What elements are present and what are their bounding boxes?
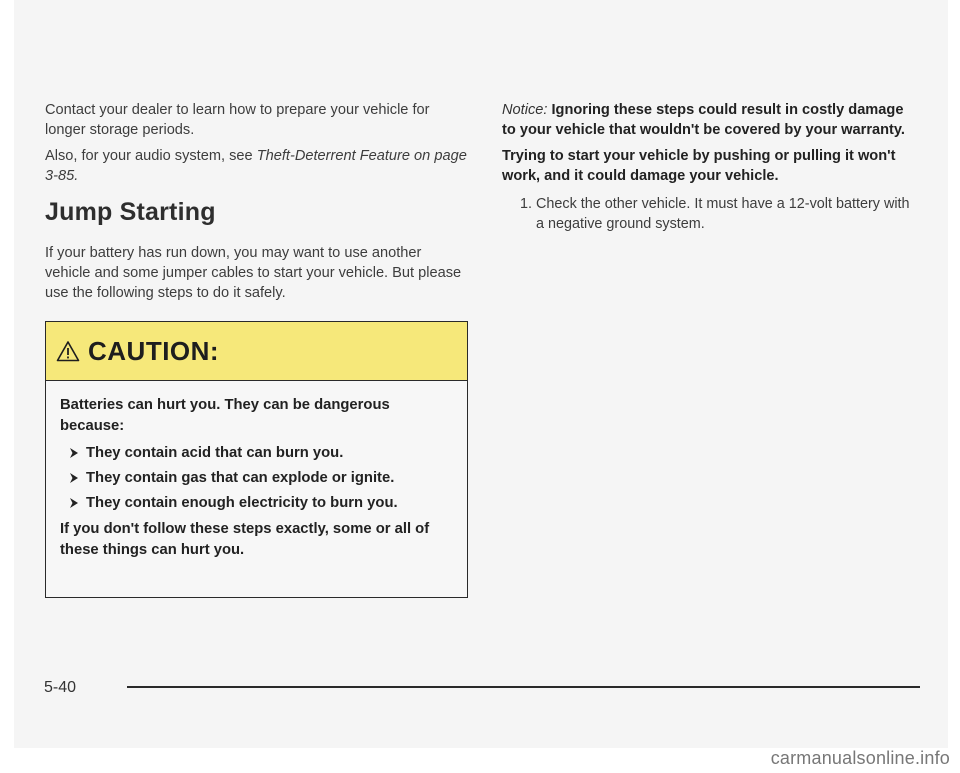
caution-body xyxy=(46,381,467,561)
caution-closing: If you don't follow these steps exactly, some or all of these things can hurt you. xyxy=(60,521,430,558)
notice-paragraph xyxy=(502,100,917,140)
site-watermark: carmanualsonline.info xyxy=(770,748,950,768)
list-item xyxy=(60,443,453,463)
caution-title xyxy=(56,336,219,367)
caution-item-text: They contain acid that can burn you. xyxy=(86,445,344,461)
warning-triangle-icon xyxy=(56,340,80,362)
section-heading: Jump Starting xyxy=(45,198,216,226)
footer-divider xyxy=(127,686,920,688)
theft-deterrent-reference: Theft-Deterrent Feature on page 3-85. xyxy=(45,148,467,184)
caution-item-text: They contain gas that can explode or ignite. xyxy=(86,470,395,486)
caution-list xyxy=(60,443,453,513)
list-item xyxy=(60,468,453,488)
bullet-icon xyxy=(70,448,78,458)
bullet-icon xyxy=(70,473,78,483)
audio-reference-paragraph xyxy=(45,146,470,186)
caution-header xyxy=(46,322,467,381)
caution-box xyxy=(45,321,468,598)
notice-label: Notice: xyxy=(502,102,548,118)
notice-text: Ignoring these steps could result in costly damage to your vehicle that wouldn't be covered by your warranty. xyxy=(502,102,905,138)
jump-start-intro: If your battery has run down, you may want to use another vehicle and some jumper cables to start your vehicle. But please use the following steps to do it safely. xyxy=(45,245,462,301)
list-item xyxy=(502,194,917,234)
caution-label: CAUTION: xyxy=(88,335,220,366)
page-number: 5-40 xyxy=(44,679,77,696)
list-item xyxy=(60,493,453,513)
audio-reference-prefix: Also, for your audio system, see xyxy=(45,148,257,164)
push-start-warning: Trying to start your vehicle by pushing or pulling it won't work, and it could damage your vehicle. xyxy=(502,148,896,184)
steps-list xyxy=(502,194,917,234)
caution-item-text: They contain enough electricity to burn you. xyxy=(86,495,398,511)
right-column xyxy=(502,100,917,234)
step-text: Check the other vehicle. It must have a 12-volt battery with a negative ground system. xyxy=(536,196,910,232)
bullet-icon xyxy=(70,498,78,508)
caution-lead: Batteries can hurt you. They can be dangerous because: xyxy=(60,397,390,434)
left-column xyxy=(45,100,470,303)
storage-paragraph: Contact your dealer to learn how to prepare your vehicle for longer storage periods. xyxy=(45,102,430,138)
step-number: 1. xyxy=(520,196,533,212)
